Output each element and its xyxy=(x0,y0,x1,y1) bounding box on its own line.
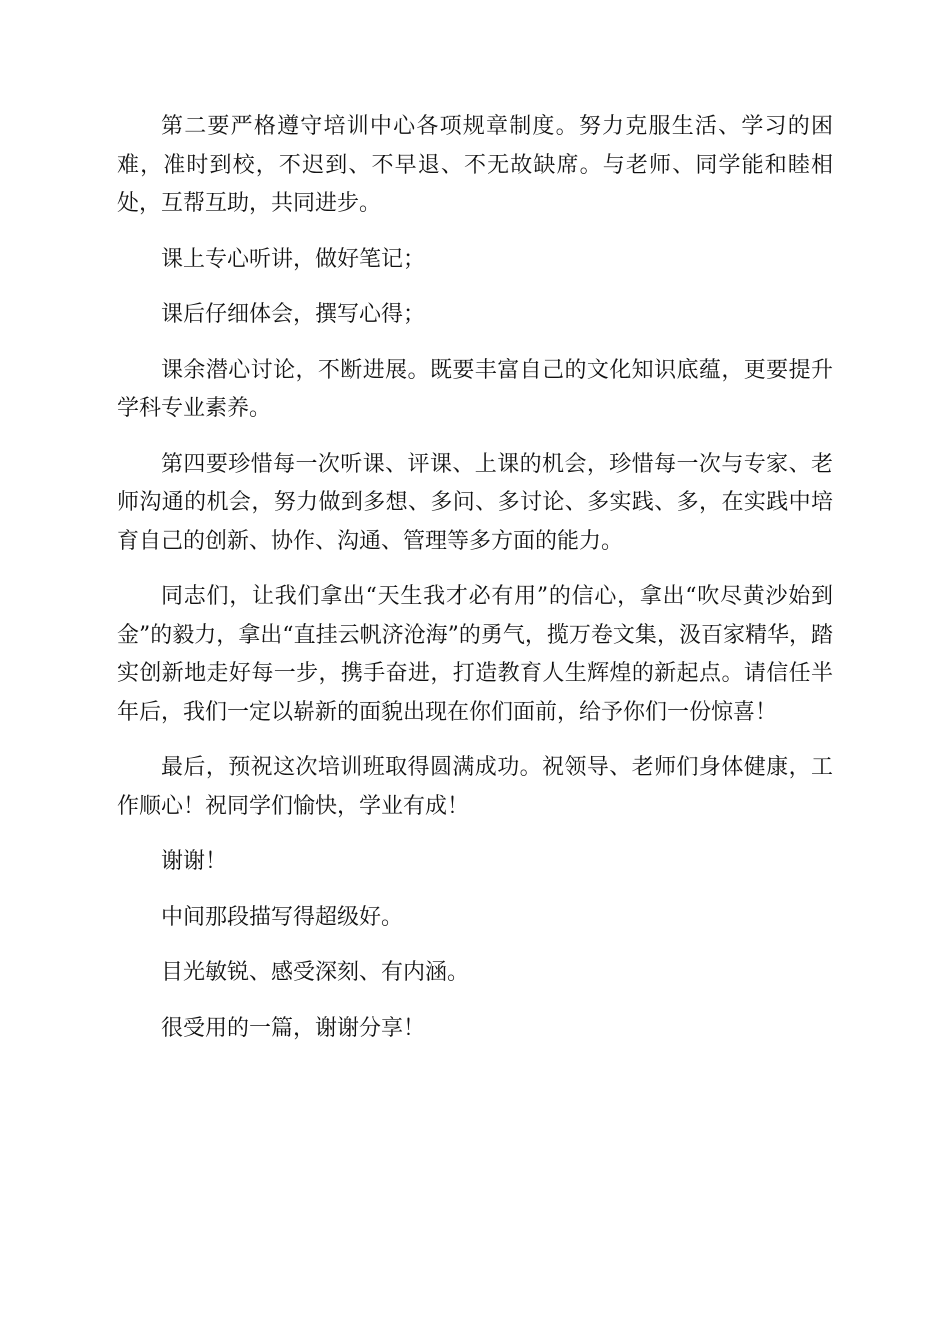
paragraph-fourth: 第四要珍惜每一次听课、评课、上课的机会，珍惜每一次与专家、老师沟通的机会，努力做到多想、多问、多讨论、多实践、多，在实践中培育自己的创新、协作、沟通、管理等多方面的能力。 xyxy=(117,451,833,554)
paragraph-thanks: 谢谢！ xyxy=(161,849,228,874)
paragraph-rules: 第二要严格遵守培训中心各项规章制度。努力克服生活、学习的困难，准时到校，不迟到、不早退、不无故缺席。与老师、同学能和睦相处，互帮互助，共同进步。 xyxy=(117,114,833,216)
paragraph-after-class: 课后仔细体会，撰写心得； xyxy=(161,302,426,327)
paragraph-comrades: 同志们，让我们拿出“天生我才必有用”的信心，拿出“吹尽黄沙始到金”的毅力，拿出“直挂云帆济沧海”的勇气，揽万卷文集，汲百家精华，踏实创新地走好每一步，携手奋进，打造教育人生辉煌的新起点。请信任半年后，我们一定以崭新的面貌出现在你们面前，给予你们一份惊喜！ xyxy=(117,584,833,725)
comment-2: 目光敏锐、感受深刻、有内涵。 xyxy=(161,960,470,985)
comment-1: 中间那段描写得超级好。 xyxy=(161,904,404,930)
comment-3: 很受用的一篇，谢谢分享！ xyxy=(161,1015,426,1041)
document-body xyxy=(117,108,833,1065)
paragraph-spare-time: 课余潜心讨论，不断进展。既要丰富自己的文化知识底蕴，更要提升学科专业素养。 xyxy=(117,357,833,421)
paragraph-closing-wishes: 最后，预祝这次培训班取得圆满成功。祝领导、老师们身体健康，工作顺心！祝同学们愉快，学业有成！ xyxy=(117,755,833,819)
paragraph-in-class: 课上专心听讲，做好笔记； xyxy=(161,246,426,272)
